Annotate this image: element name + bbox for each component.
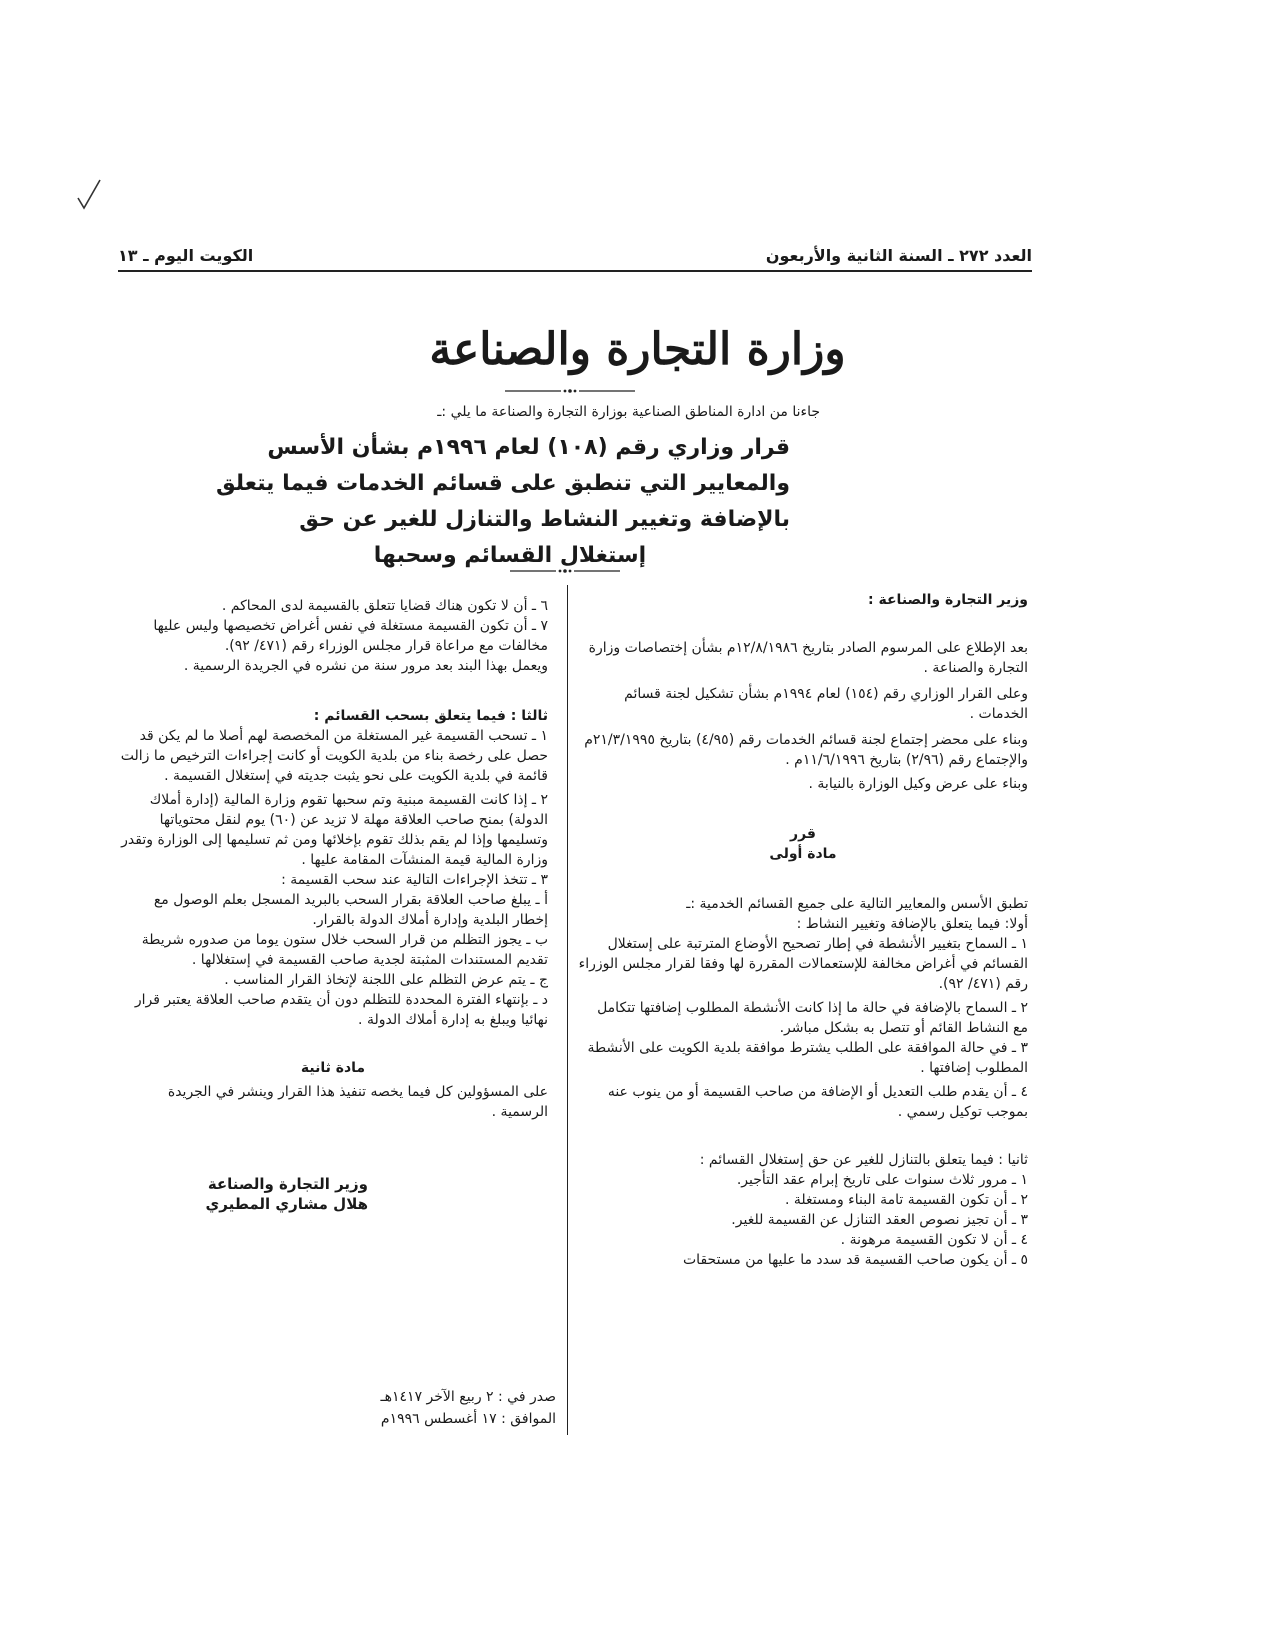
decree-title-line: قرار وزاري رقم (١٠٨) لعام ١٩٩٦م بشأن الأسس xyxy=(267,435,790,460)
intro-line: جاءنا من ادارة المناطق الصناعية بوزارة التجارة والصناعة ما يلي :ـ xyxy=(437,404,820,420)
list-item: ٢ ـ أن تكون القسيمة تامة البناء ومستغلة . xyxy=(784,1192,1028,1208)
section-heading: أولا: فيما يتعلق بالإضافة وتغيير النشاط : xyxy=(796,916,1028,932)
list-item: ١ ـ مرور ثلاث سنوات على تاريخ إبرام عقد التأجير. xyxy=(736,1172,1028,1188)
list-item: ٥ ـ أن يكون صاحب القسيمة قد سدد ما عليها من مستحقات xyxy=(683,1252,1028,1268)
gazette-page-label: الكويت اليوم ـ ١٣ xyxy=(118,246,254,265)
right-column xyxy=(578,590,1028,1270)
list-item: ٦ ـ أن لا تكون هناك قضايا تتعلق بالقسيمة لدى المحاكم . xyxy=(221,598,548,614)
article-one-heading: مادة أولى xyxy=(769,846,837,862)
handwritten-check-mark xyxy=(74,176,104,216)
issue-info: العدد ٢٧٢ ـ السنة الثانية والأربعون xyxy=(765,246,1032,265)
list-item: ٧ ـ أن تكون القسيمة مستغلة في نفس أغراض تخصيصها وليس عليها مخالفات مع مراعاة قرار مجلس الوزراء رقم (٤٧١/ ٩٢). xyxy=(153,618,548,654)
list-item: ويعمل بهذا البند بعد مرور سنة من نشره في الجريدة الرسمية . xyxy=(183,658,548,674)
list-item: ٢ ـ السماح بالإضافة في حالة ما إذا كانت الأنشطة المطلوب إضافتها تتكامل مع النشاط القائم أو تتصل به بشكل مباشر. xyxy=(597,1000,1028,1036)
corresponding-date: الموافق : ١٧ أغسطس ١٩٩٦م xyxy=(380,1411,556,1427)
article-two-text: على المسؤولين كل فيما يخصه تنفيذ هذا القرار وينشر في الجريدة الرسمية . xyxy=(167,1084,548,1120)
ornament-divider-top xyxy=(505,388,635,394)
list-item: ٢ ـ إذا كانت القسيمة مبنية وتم سحبها تقوم وزارة المالية (إدارة أملاك الدولة) بمنح صاحب العلاقة مهلة لا تزيد عن (٦٠) يوم لنقل محتوياتها وتسليمها وإذا لم يقم بذلك تقوم بإخلائها ومن ثم تسليمها إلى الوزارة وتقدر وزارة المالية قيمة المنشآت المقامة عليها . xyxy=(121,792,548,868)
decree-title-line: إستغلال القسائم وسحبها xyxy=(373,543,647,568)
header-divider xyxy=(118,270,1032,272)
left-column xyxy=(118,596,548,1214)
section-heading: ثانيا : فيما يتعلق بالتنازل للغير عن حق إستغلال القسائم : xyxy=(699,1152,1028,1168)
decides-heading: قرر xyxy=(790,826,816,842)
column-divider xyxy=(567,585,568,1435)
apply-sentence: تطبق الأسس والمعايير التالية على جميع القسائم الخدمية :ـ xyxy=(686,896,1028,912)
preamble-paragraph: وبناء على عرض وكيل الوزارة بالنيابة . xyxy=(808,776,1028,792)
list-item: ٣ ـ في حالة الموافقة على الطلب يشترط موافقة بلدية الكويت على الأنشطة المطلوب إضافتها . xyxy=(587,1040,1028,1076)
issue-date-block xyxy=(346,1386,556,1430)
issued-date: صدر في : ٢ ربيع الآخر ١٤١٧هـ xyxy=(380,1389,556,1405)
decree-title-line: بالإضافة وتغيير النشاط والتنازل للغير عن حق xyxy=(299,507,790,532)
preamble-paragraph: وبناء على محضر إجتماع لجنة قسائم الخدمات رقم (٤/٩٥) بتاريخ ٢١/٣/١٩٩٥م والإجتماع رقم (٢/٩٦) بتاريخ ١١/٦/١٩٩٦م . xyxy=(584,732,1028,768)
sub-item: ج ـ يتم عرض التظلم على اللجنة لإتخاذ القرار المناسب . xyxy=(224,972,548,988)
section-heading: ثالثا : فيما يتعلق بسحب القسائم : xyxy=(313,708,548,724)
list-item: ٣ ـ أن تجيز نصوص العقد التنازل عن القسيمة للغير. xyxy=(731,1212,1028,1228)
ministry-title: وزارة التجارة والصناعة xyxy=(429,324,846,375)
ornament-divider-bottom xyxy=(510,568,620,574)
list-item: ٤ ـ أن يقدم طلب التعديل أو الإضافة من صاحب القسيمة أو من ينوب عنه بموجب توكيل رسمي . xyxy=(607,1084,1028,1120)
list-item: ٤ ـ أن لا تكون القسيمة مرهونة . xyxy=(840,1232,1028,1248)
signature-title: وزير التجارة والصناعة xyxy=(207,1175,368,1193)
decree-title xyxy=(215,430,790,574)
sub-item: ب ـ يجوز التظلم من قرار السحب خلال ستون يوما من صدوره شريطة تقديم المستندات المثبتة لجدية صاحب القسيمة في إستغلالها . xyxy=(141,932,548,968)
list-item: ١ ـ السماح بتغيير الأنشطة في إطار تصحيح الأوضاع المترتبة على إستغلال القسائم في أغراض مخالفة للإستعمالات المقررة لها وفقا لقرار مجلس الوزراء رقم (٤٧١/ ٩٢). xyxy=(578,936,1028,992)
minister-heading: وزير التجارة والصناعة : xyxy=(868,592,1028,608)
list-item: ١ ـ تسحب القسيمة غير المستغلة من المخصصة لهم أصلا ما لم يكن قد حصل على رخصة بناء من بلدية الكويت أو كانت إجراءات الترخيص ما زالت قائمة في بلدية الكويت على نحو يثبت جديته في إستغلال القسيمة . xyxy=(120,728,548,784)
preamble-paragraph: وعلى القرار الوزاري رقم (١٥٤) لعام ١٩٩٤م بشأن تشكيل لجنة قسائم الخدمات . xyxy=(624,686,1028,722)
sub-item: د ـ بإنتهاء الفترة المحددة للتظلم دون أن يتقدم صاحب العلاقة يعتبر قرار نهائيا ويبلغ به إدارة أملاك الدولة . xyxy=(134,992,548,1028)
signature-name: هلال مشاري المطيري xyxy=(205,1195,368,1213)
article-two-heading: مادة ثانية xyxy=(300,1060,366,1076)
sub-item: أ ـ يبلغ صاحب العلاقة بقرار السحب بالبريد المسجل بعلم الوصول مع إخطار البلدية وإدارة أملاك الدولة بالقرار. xyxy=(153,892,548,928)
preamble-paragraph: بعد الإطلاع على المرسوم الصادر بتاريخ ١٢/٨/١٩٨٦م بشأن إختصاصات وزارة التجارة والصناعة . xyxy=(588,640,1028,676)
decree-title-line: والمعايير التي تنطبق على قسائم الخدمات فيما يتعلق xyxy=(215,471,790,496)
list-item: ٣ ـ تتخذ الإجراءات التالية عند سحب القسيمة : xyxy=(281,872,548,888)
